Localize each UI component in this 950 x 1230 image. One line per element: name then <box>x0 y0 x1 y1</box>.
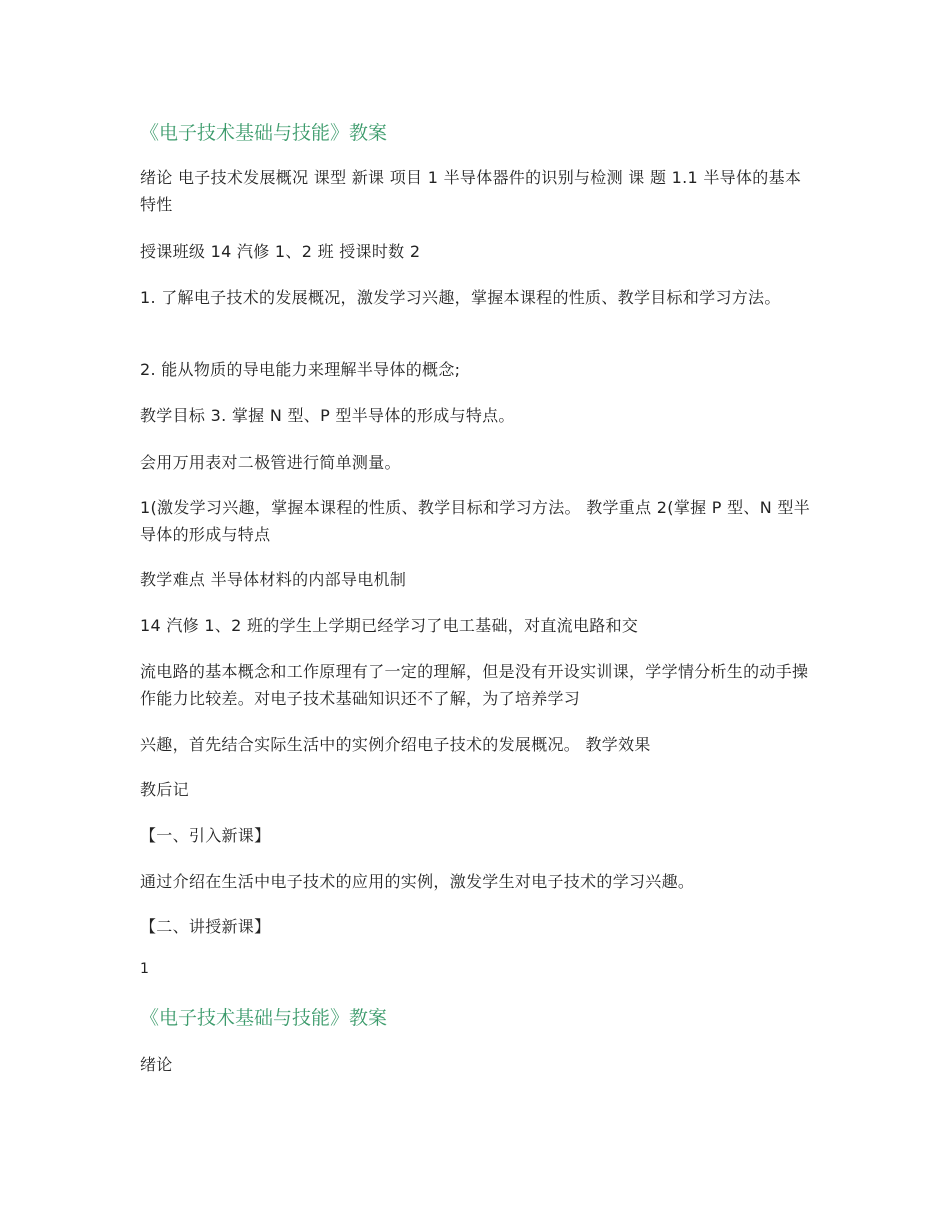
paragraph-analysis-2: 流电路的基本概念和工作原理有了一定的理解，但是没有开设实训课，学学情分析生的动手操作能力比较差。对电子技术基础知识还不了解，为了培养学习 <box>140 662 809 708</box>
paragraph-analysis-1: 14 汽修 1、2 班的学生上学期已经学习了电工基础，对直流电路和交 <box>140 616 639 635</box>
page-number: 1 <box>140 961 149 977</box>
paragraph-analysis-3: 兴趣，首先结合实际生活中的实例介绍电子技术的发展概况。 教学效果 <box>140 735 651 754</box>
paragraph-intro-heading: 绪论 <box>140 1055 173 1074</box>
paragraph-difficult-points: 教学难点 半导体材料的内部导电机制 <box>140 570 407 589</box>
paragraph-class-info: 授课班级 14 汽修 1、2 班 授课时数 2 <box>140 242 421 261</box>
paragraph-key-points: 1(激发学习兴趣，掌握本课程的性质、教学目标和学习方法。 教学重点 2(掌握 P 型、N 型半导体的形成与特点 <box>140 498 810 544</box>
section-heading-new-lesson: 【二、讲授新课】 <box>140 917 271 936</box>
paragraph-objective-2: 2. 能从物质的导电能力来理解半导体的概念; <box>140 360 461 379</box>
paragraph-postscript: 教后记 <box>140 780 189 799</box>
paragraph-lesson-info: 绪论 电子技术发展概况 课型 新课 项目 1 半导体器件的识别与检测 课 题 1.1 半导体的基本特性 <box>140 168 802 214</box>
doc-title-repeat: 《电子技术基础与技能》教案 <box>140 1007 388 1029</box>
paragraph-objective-1: 1. 了解电子技术的发展概况，激发学习兴趣，掌握本课程的性质、教学目标和学习方法。 <box>140 288 781 307</box>
paragraph-intro: 通过介绍在生活中电子技术的应用的实例，激发学生对电子技术的学习兴趣。 <box>140 872 695 891</box>
paragraph-objective-4: 会用万用表对二极管进行简单测量。 <box>140 453 401 472</box>
section-heading-intro: 【一、引入新课】 <box>140 826 271 845</box>
paragraph-objective-3: 教学目标 3. 掌握 N 型、P 型半导体的形成与特点。 <box>140 406 515 425</box>
doc-title: 《电子技术基础与技能》教案 <box>140 122 388 144</box>
